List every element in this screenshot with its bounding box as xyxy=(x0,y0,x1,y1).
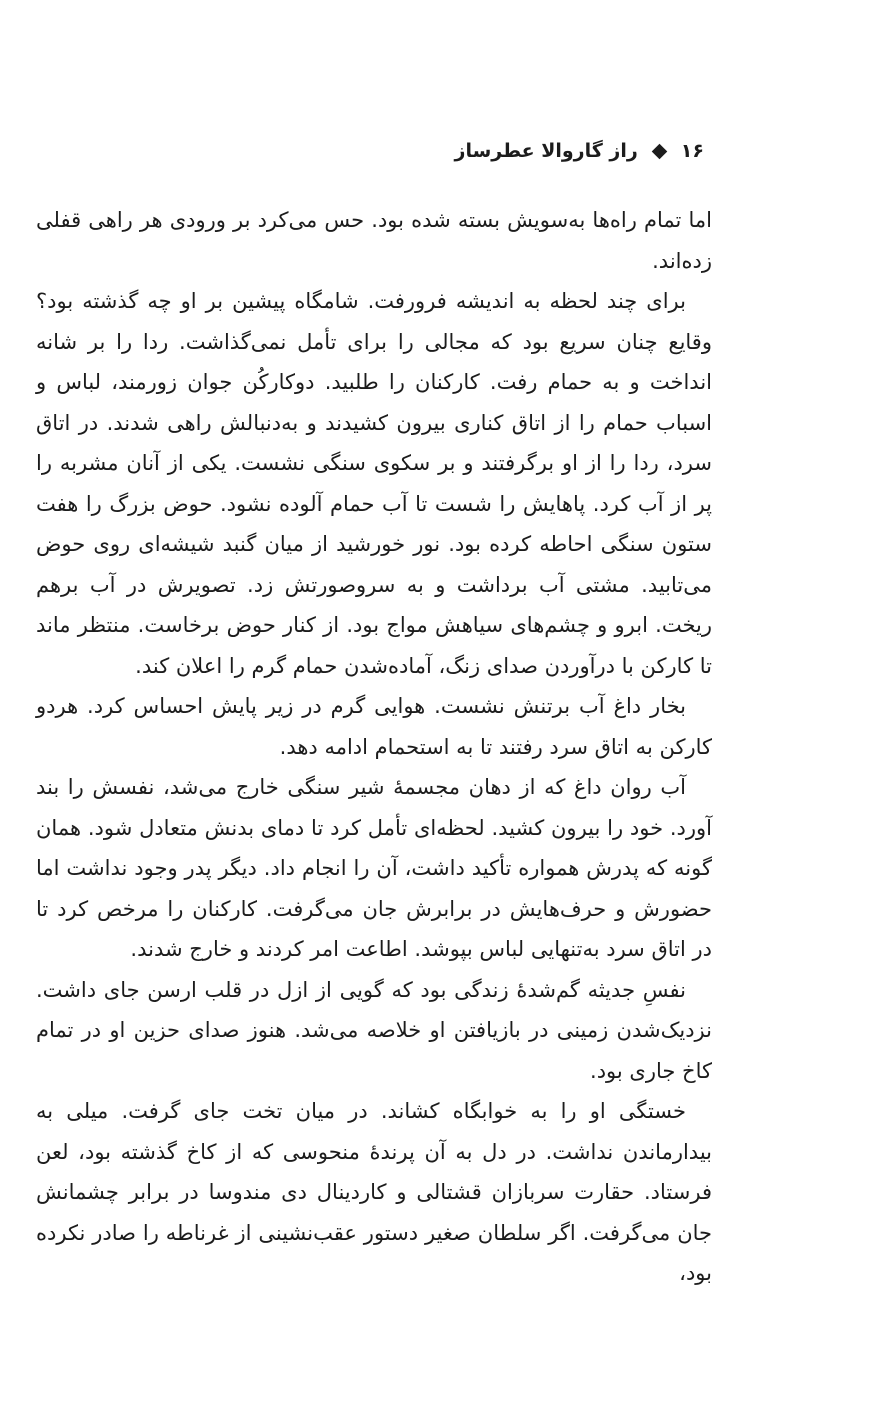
diamond-icon xyxy=(652,143,668,159)
paragraph: برای چند لحظه به اندیشه فرورفت. شامگاه پیشین بر او چه گذشته بود؟ وقایع چنان سریع بود که مجالی را برای تأمل نمی‌گذاشت. ردا را بر شانه انداخت و به حمام رفت. کارکنان را طلبید. دوکارکُن جوان زورمند، لباس و اسباب حمام را از اتاق کناری بیرون کشیدند و به‌دنبالش راهی شدند. در اتاق سرد، ردا را از او برگرفتند و بر سکوی سنگی نشست. یکی از آنان مشربه را پر از آب کرد. پاهایش را شست تا آب حمام آلوده نشود. حوض بزرگ را هفت ستون سنگی احاطه کرده بود. نور خورشید از میان گنبد شیشه‌ای روی حوض می‌تابید. مشتی آب برداشت و به سروصورتش زد. تصویرش در آب برهم ریخت. ابرو و چشم‌های سیاهش مواج بود. از کنار حوض برخاست. منتظر ماند تا کارکن با درآوردن صدای زنگ، آماده‌شدن حمام گرم را اعلان کند. xyxy=(36,289,712,678)
page-body xyxy=(36,200,712,1294)
running-header xyxy=(455,140,704,162)
paragraph: نفسِ جدیثه گم‌شدهٔ زندگی بود که گویی از ازل در قلب ارسن جای داشت. نزدیک‌شدن زمینی در بازیافتن او خلاصه می‌شد. هنوز صدای حزین او در تمام کاخ جاری بود. xyxy=(36,977,712,1083)
page-number: ۱۶ xyxy=(680,140,704,162)
paragraph: بخار داغ آب برتنش نشست. هوایی گرم در زیر پایش احساس کرد. هردو کارکن به اتاق سرد رفتند تا به استحمام ادامه دهد. xyxy=(36,694,712,759)
paragraph: خستگی او را به خوابگاه کشاند. در میان تخت جای گرفت. میلی به بیدارماندن نداشت. در دل به آن پرندهٔ منحوسی که از کاخ گذشته بود، لعن فرستاد. حقارت سربازان قشتالی و کاردینال دی مندوسا در برابر چشمانش جان می‌گرفت. اگر سلطان صغیر دستور عقب‌نشینی از غرناطه را صادر نکرده بود، xyxy=(36,1099,712,1285)
book-title: راز گاروالا عطرساز xyxy=(454,140,638,162)
paragraph: اما تمام راه‌ها به‌سویش بسته شده بود. حس می‌کرد بر ورودی هر راهی قفلی زده‌اند. xyxy=(36,208,712,273)
paragraph: آب روان داغ که از دهان مجسمهٔ شیر سنگی خارج می‌شد، نفسش را بند آورد. خود را بیرون کشید. لحظه‌ای تأمل کرد تا دمای بدنش متعادل شود. همان گونه که پدرش همواره تأکید داشت، آن را انجام داد. دیگر پدر وجود نداشت اما حضورش و حرف‌هایش در برابرش جان می‌گرفت. کارکنان را مرخص کرد تا در اتاق سرد به‌تنهایی لباس بپوشد. اطاعت امر کردند و خارج شدند. xyxy=(36,775,712,961)
